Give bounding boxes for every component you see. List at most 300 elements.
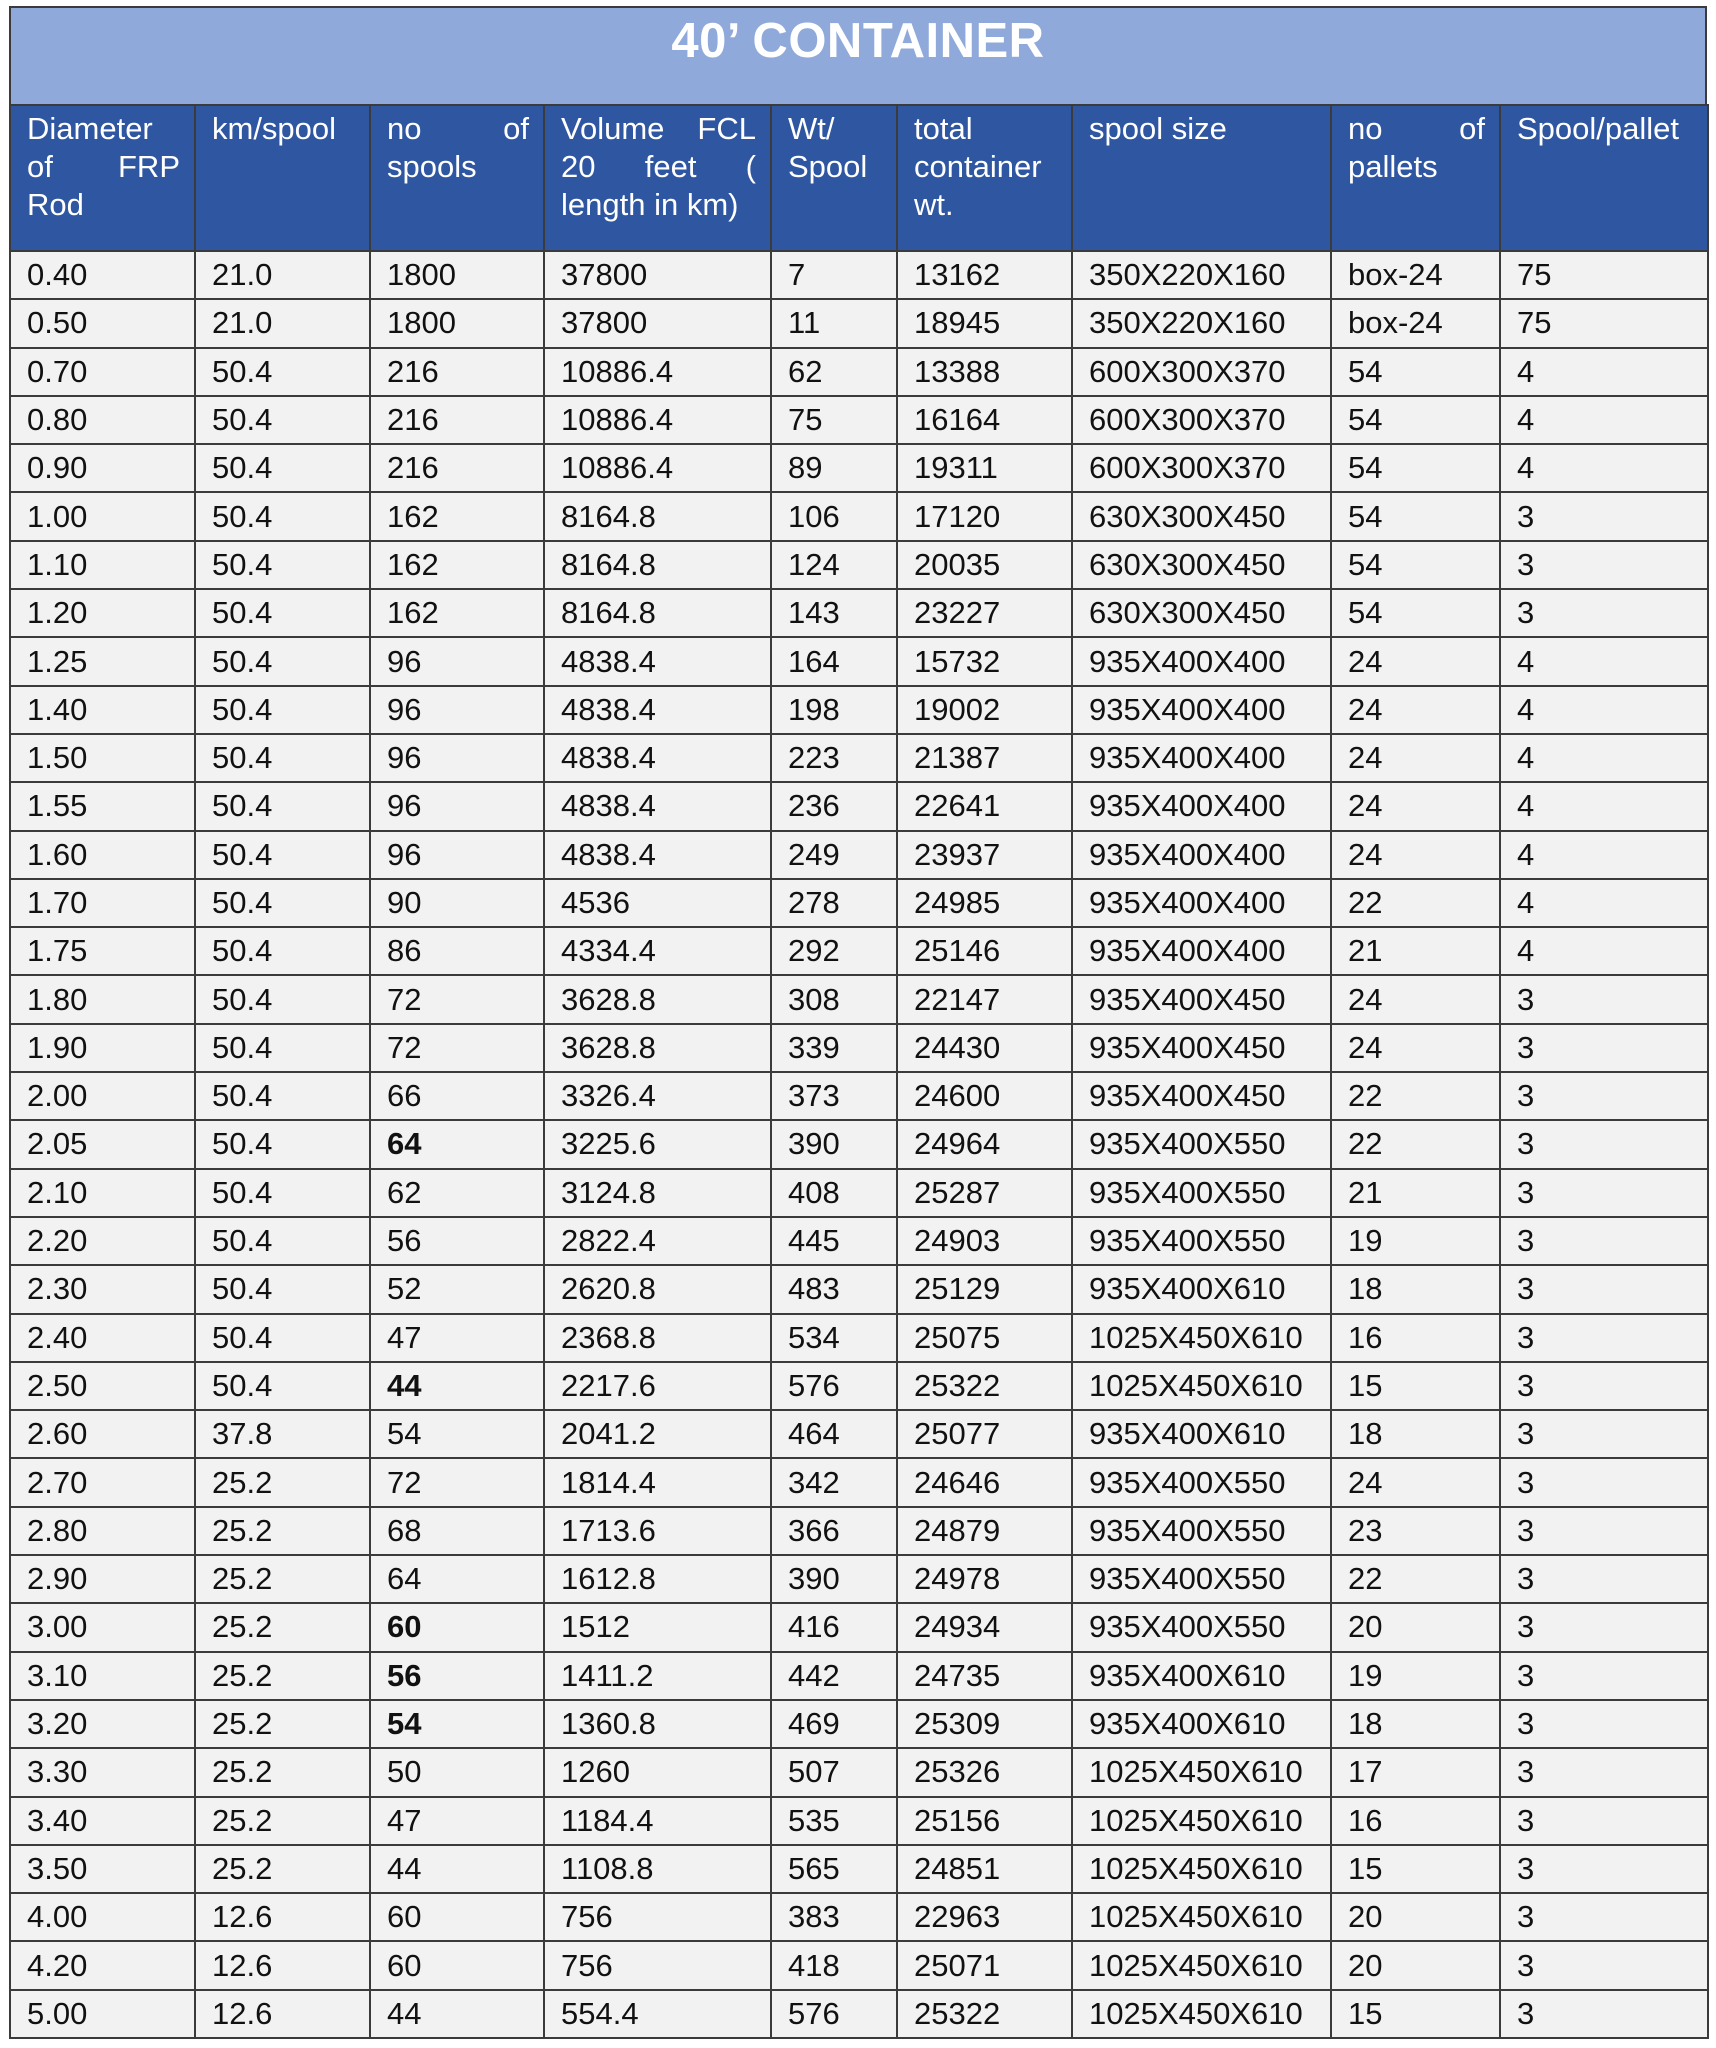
cell-no-of-spools: 54 xyxy=(370,1700,544,1748)
table-row xyxy=(10,1120,1708,1168)
cell-no-of-spools: 1800 xyxy=(370,299,544,347)
header-row xyxy=(10,105,1708,251)
cell-diameter: 1.60 xyxy=(10,831,195,879)
cell-volume: 1814.4 xyxy=(544,1458,771,1506)
table-row xyxy=(10,1990,1708,2038)
cell-diameter: 1.70 xyxy=(10,879,195,927)
cell-volume: 2368.8 xyxy=(544,1314,771,1362)
cell-spool-size: 935X400X610 xyxy=(1072,1700,1331,1748)
cell-total-wt: 22641 xyxy=(897,782,1072,830)
cell-no-of-pallets: 54 xyxy=(1331,541,1500,589)
cell-spool-pallet: 4 xyxy=(1500,348,1708,396)
cell-wt-spool: 416 xyxy=(771,1603,897,1651)
cell-no-of-spools: 216 xyxy=(370,396,544,444)
cell-spool-size: 935X400X550 xyxy=(1072,1555,1331,1603)
cell-total-wt: 25322 xyxy=(897,1990,1072,2038)
cell-spool-pallet: 3 xyxy=(1500,1265,1708,1313)
table-row xyxy=(10,1748,1708,1796)
cell-wt-spool: 106 xyxy=(771,492,897,540)
cell-volume: 4838.4 xyxy=(544,686,771,734)
cell-wt-spool: 442 xyxy=(771,1652,897,1700)
table-row xyxy=(10,927,1708,975)
cell-diameter: 1.40 xyxy=(10,686,195,734)
cell-spool-pallet: 4 xyxy=(1500,396,1708,444)
cell-wt-spool: 469 xyxy=(771,1700,897,1748)
cell-spool-size: 350X220X160 xyxy=(1072,251,1331,299)
table-row xyxy=(10,1072,1708,1120)
cell-total-wt: 15732 xyxy=(897,637,1072,685)
cell-spool-pallet: 3 xyxy=(1500,975,1708,1023)
cell-volume: 1260 xyxy=(544,1748,771,1796)
cell-volume: 1360.8 xyxy=(544,1700,771,1748)
cell-no-of-spools: 44 xyxy=(370,1845,544,1893)
col-header-km-spool: km/spool xyxy=(195,105,370,251)
cell-wt-spool: 292 xyxy=(771,927,897,975)
cell-total-wt: 24934 xyxy=(897,1603,1072,1651)
cell-wt-spool: 143 xyxy=(771,589,897,637)
cell-spool-size: 935X400X550 xyxy=(1072,1603,1331,1651)
cell-diameter: 0.50 xyxy=(10,299,195,347)
cell-diameter: 2.50 xyxy=(10,1362,195,1410)
cell-no-of-spools: 216 xyxy=(370,444,544,492)
cell-spool-pallet: 3 xyxy=(1500,1458,1708,1506)
cell-no-of-pallets: 19 xyxy=(1331,1217,1500,1265)
cell-spool-size: 1025X450X610 xyxy=(1072,1748,1331,1796)
cell-spool-pallet: 3 xyxy=(1500,1990,1708,2038)
cell-wt-spool: 366 xyxy=(771,1507,897,1555)
cell-total-wt: 22147 xyxy=(897,975,1072,1023)
cell-total-wt: 25075 xyxy=(897,1314,1072,1362)
cell-diameter: 1.10 xyxy=(10,541,195,589)
cell-no-of-spools: 90 xyxy=(370,879,544,927)
cell-diameter: 2.90 xyxy=(10,1555,195,1603)
cell-volume: 8164.8 xyxy=(544,541,771,589)
cell-no-of-spools: 50 xyxy=(370,1748,544,1796)
cell-diameter: 2.80 xyxy=(10,1507,195,1555)
cell-wt-spool: 62 xyxy=(771,348,897,396)
cell-no-of-pallets: 20 xyxy=(1331,1941,1500,1989)
cell-wt-spool: 124 xyxy=(771,541,897,589)
cell-no-of-spools: 60 xyxy=(370,1893,544,1941)
cell-spool-pallet: 75 xyxy=(1500,251,1708,299)
cell-km-spool: 25.2 xyxy=(195,1700,370,1748)
table-row xyxy=(10,1024,1708,1072)
cell-km-spool: 50.4 xyxy=(195,1217,370,1265)
cell-no-of-spools: 62 xyxy=(370,1169,544,1217)
cell-km-spool: 50.4 xyxy=(195,396,370,444)
cell-spool-size: 630X300X450 xyxy=(1072,541,1331,589)
cell-diameter: 2.30 xyxy=(10,1265,195,1313)
cell-volume: 4536 xyxy=(544,879,771,927)
cell-wt-spool: 11 xyxy=(771,299,897,347)
cell-total-wt: 25322 xyxy=(897,1362,1072,1410)
cell-no-of-spools: 44 xyxy=(370,1362,544,1410)
cell-no-of-spools: 96 xyxy=(370,782,544,830)
cell-no-of-pallets: 15 xyxy=(1331,1845,1500,1893)
cell-spool-size: 600X300X370 xyxy=(1072,348,1331,396)
cell-volume: 1411.2 xyxy=(544,1652,771,1700)
cell-no-of-pallets: 18 xyxy=(1331,1265,1500,1313)
table-row xyxy=(10,686,1708,734)
cell-diameter: 0.70 xyxy=(10,348,195,396)
cell-km-spool: 50.4 xyxy=(195,1362,370,1410)
table-row xyxy=(10,782,1708,830)
cell-no-of-pallets: 54 xyxy=(1331,396,1500,444)
cell-wt-spool: 7 xyxy=(771,251,897,299)
table-row xyxy=(10,637,1708,685)
cell-spool-size: 935X400X450 xyxy=(1072,975,1331,1023)
cell-spool-pallet: 3 xyxy=(1500,1120,1708,1168)
cell-spool-size: 935X400X400 xyxy=(1072,637,1331,685)
cell-km-spool: 50.4 xyxy=(195,734,370,782)
table-row xyxy=(10,879,1708,927)
cell-volume: 4838.4 xyxy=(544,831,771,879)
cell-no-of-pallets: 17 xyxy=(1331,1748,1500,1796)
cell-no-of-spools: 96 xyxy=(370,734,544,782)
table-row xyxy=(10,1458,1708,1506)
cell-spool-size: 935X400X400 xyxy=(1072,686,1331,734)
cell-volume: 10886.4 xyxy=(544,396,771,444)
cell-no-of-spools: 56 xyxy=(370,1217,544,1265)
cell-spool-size: 630X300X450 xyxy=(1072,492,1331,540)
cell-diameter: 0.40 xyxy=(10,251,195,299)
cell-total-wt: 25287 xyxy=(897,1169,1072,1217)
cell-spool-pallet: 4 xyxy=(1500,444,1708,492)
cell-km-spool: 12.6 xyxy=(195,1941,370,1989)
cell-wt-spool: 223 xyxy=(771,734,897,782)
cell-spool-pallet: 3 xyxy=(1500,1555,1708,1603)
cell-total-wt: 24646 xyxy=(897,1458,1072,1506)
cell-spool-pallet: 4 xyxy=(1500,686,1708,734)
cell-km-spool: 50.4 xyxy=(195,831,370,879)
cell-km-spool: 50.4 xyxy=(195,686,370,734)
col-header-wt-spool: Wt/ Spool xyxy=(771,105,897,251)
cell-total-wt: 24851 xyxy=(897,1845,1072,1893)
cell-spool-pallet: 3 xyxy=(1500,1797,1708,1845)
cell-diameter: 2.05 xyxy=(10,1120,195,1168)
cell-total-wt: 21387 xyxy=(897,734,1072,782)
cell-no-of-spools: 47 xyxy=(370,1797,544,1845)
cell-total-wt: 19002 xyxy=(897,686,1072,734)
cell-no-of-spools: 64 xyxy=(370,1555,544,1603)
table-row xyxy=(10,1941,1708,1989)
cell-no-of-pallets: 22 xyxy=(1331,879,1500,927)
cell-total-wt: 17120 xyxy=(897,492,1072,540)
cell-km-spool: 25.2 xyxy=(195,1797,370,1845)
cell-spool-size: 935X400X550 xyxy=(1072,1217,1331,1265)
cell-spool-pallet: 4 xyxy=(1500,831,1708,879)
cell-no-of-spools: 162 xyxy=(370,541,544,589)
cell-diameter: 4.00 xyxy=(10,1893,195,1941)
cell-spool-pallet: 4 xyxy=(1500,879,1708,927)
col-header-no-of-pallets: no of pallets xyxy=(1331,105,1500,251)
cell-volume: 4838.4 xyxy=(544,637,771,685)
table-row xyxy=(10,1555,1708,1603)
cell-diameter: 0.90 xyxy=(10,444,195,492)
table-row xyxy=(10,1700,1708,1748)
cell-wt-spool: 390 xyxy=(771,1120,897,1168)
cell-spool-pallet: 75 xyxy=(1500,299,1708,347)
cell-no-of-pallets: 24 xyxy=(1331,686,1500,734)
cell-no-of-spools: 60 xyxy=(370,1603,544,1651)
cell-diameter: 2.60 xyxy=(10,1410,195,1458)
table-row xyxy=(10,492,1708,540)
cell-spool-size: 600X300X370 xyxy=(1072,444,1331,492)
cell-diameter: 4.20 xyxy=(10,1941,195,1989)
cell-total-wt: 24964 xyxy=(897,1120,1072,1168)
cell-spool-pallet: 3 xyxy=(1500,1845,1708,1893)
cell-spool-pallet: 3 xyxy=(1500,589,1708,637)
cell-wt-spool: 383 xyxy=(771,1893,897,1941)
cell-diameter: 2.40 xyxy=(10,1314,195,1362)
col-header-spool-pallet: Spool/pallet xyxy=(1500,105,1708,251)
cell-diameter: 3.30 xyxy=(10,1748,195,1796)
cell-no-of-spools: 96 xyxy=(370,831,544,879)
cell-km-spool: 25.2 xyxy=(195,1748,370,1796)
cell-no-of-spools: 68 xyxy=(370,1507,544,1555)
cell-spool-size: 935X400X400 xyxy=(1072,879,1331,927)
table-header xyxy=(10,105,1708,251)
cell-spool-size: 1025X450X610 xyxy=(1072,1893,1331,1941)
cell-km-spool: 25.2 xyxy=(195,1507,370,1555)
cell-volume: 1713.6 xyxy=(544,1507,771,1555)
cell-diameter: 1.00 xyxy=(10,492,195,540)
cell-wt-spool: 408 xyxy=(771,1169,897,1217)
cell-volume: 10886.4 xyxy=(544,348,771,396)
cell-no-of-pallets: 22 xyxy=(1331,1072,1500,1120)
cell-wt-spool: 576 xyxy=(771,1990,897,2038)
cell-diameter: 3.00 xyxy=(10,1603,195,1651)
cell-no-of-pallets: 54 xyxy=(1331,492,1500,540)
cell-spool-pallet: 3 xyxy=(1500,1072,1708,1120)
cell-no-of-pallets: 16 xyxy=(1331,1797,1500,1845)
cell-diameter: 1.75 xyxy=(10,927,195,975)
cell-spool-size: 935X400X550 xyxy=(1072,1120,1331,1168)
cell-wt-spool: 373 xyxy=(771,1072,897,1120)
cell-km-spool: 50.4 xyxy=(195,1169,370,1217)
cell-km-spool: 12.6 xyxy=(195,1990,370,2038)
cell-km-spool: 37.8 xyxy=(195,1410,370,1458)
cell-no-of-spools: 72 xyxy=(370,1024,544,1072)
cell-no-of-pallets: 54 xyxy=(1331,589,1500,637)
cell-wt-spool: 278 xyxy=(771,879,897,927)
cell-wt-spool: 534 xyxy=(771,1314,897,1362)
container-table xyxy=(9,104,1709,2039)
cell-diameter: 1.50 xyxy=(10,734,195,782)
table-row xyxy=(10,975,1708,1023)
cell-wt-spool: 535 xyxy=(771,1797,897,1845)
cell-volume: 8164.8 xyxy=(544,589,771,637)
cell-wt-spool: 565 xyxy=(771,1845,897,1893)
cell-total-wt: 24978 xyxy=(897,1555,1072,1603)
cell-spool-pallet: 3 xyxy=(1500,1893,1708,1941)
cell-wt-spool: 249 xyxy=(771,831,897,879)
cell-no-of-pallets: 18 xyxy=(1331,1410,1500,1458)
cell-km-spool: 50.4 xyxy=(195,975,370,1023)
cell-no-of-pallets: 22 xyxy=(1331,1120,1500,1168)
cell-total-wt: 24879 xyxy=(897,1507,1072,1555)
cell-km-spool: 50.4 xyxy=(195,782,370,830)
cell-km-spool: 21.0 xyxy=(195,299,370,347)
cell-total-wt: 24430 xyxy=(897,1024,1072,1072)
cell-diameter: 1.90 xyxy=(10,1024,195,1072)
cell-volume: 3628.8 xyxy=(544,975,771,1023)
cell-wt-spool: 418 xyxy=(771,1941,897,1989)
cell-spool-pallet: 3 xyxy=(1500,1507,1708,1555)
cell-diameter: 3.40 xyxy=(10,1797,195,1845)
title-banner xyxy=(9,6,1707,104)
cell-no-of-spools: 52 xyxy=(370,1265,544,1313)
cell-no-of-pallets: 21 xyxy=(1331,1169,1500,1217)
cell-km-spool: 25.2 xyxy=(195,1652,370,1700)
cell-km-spool: 12.6 xyxy=(195,1893,370,1941)
cell-diameter: 1.25 xyxy=(10,637,195,685)
cell-km-spool: 50.4 xyxy=(195,1024,370,1072)
cell-wt-spool: 308 xyxy=(771,975,897,1023)
cell-spool-size: 935X400X450 xyxy=(1072,1024,1331,1072)
cell-diameter: 2.00 xyxy=(10,1072,195,1120)
cell-no-of-pallets: 54 xyxy=(1331,348,1500,396)
cell-volume: 4838.4 xyxy=(544,782,771,830)
col-header-diameter: Diameter of FRP Rod xyxy=(10,105,195,251)
cell-diameter: 3.50 xyxy=(10,1845,195,1893)
cell-no-of-pallets: 24 xyxy=(1331,734,1500,782)
cell-no-of-spools: 56 xyxy=(370,1652,544,1700)
table-row xyxy=(10,1169,1708,1217)
col-header-no-of-spools: no of spools xyxy=(370,105,544,251)
cell-total-wt: 25326 xyxy=(897,1748,1072,1796)
cell-diameter: 0.80 xyxy=(10,396,195,444)
cell-no-of-pallets: 24 xyxy=(1331,975,1500,1023)
cell-spool-pallet: 3 xyxy=(1500,1169,1708,1217)
cell-no-of-spools: 44 xyxy=(370,1990,544,2038)
cell-volume: 1108.8 xyxy=(544,1845,771,1893)
cell-spool-size: 935X400X550 xyxy=(1072,1458,1331,1506)
cell-total-wt: 13388 xyxy=(897,348,1072,396)
cell-total-wt: 16164 xyxy=(897,396,1072,444)
cell-no-of-pallets: 54 xyxy=(1331,444,1500,492)
cell-volume: 4334.4 xyxy=(544,927,771,975)
cell-spool-size: 935X400X400 xyxy=(1072,782,1331,830)
cell-diameter: 5.00 xyxy=(10,1990,195,2038)
cell-total-wt: 13162 xyxy=(897,251,1072,299)
cell-spool-size: 600X300X370 xyxy=(1072,396,1331,444)
cell-total-wt: 24985 xyxy=(897,879,1072,927)
cell-km-spool: 25.2 xyxy=(195,1458,370,1506)
cell-spool-pallet: 3 xyxy=(1500,1748,1708,1796)
cell-no-of-pallets: 24 xyxy=(1331,637,1500,685)
table-row xyxy=(10,299,1708,347)
cell-no-of-spools: 47 xyxy=(370,1314,544,1362)
cell-spool-pallet: 4 xyxy=(1500,637,1708,685)
cell-no-of-pallets: 24 xyxy=(1331,782,1500,830)
cell-no-of-pallets: 22 xyxy=(1331,1555,1500,1603)
cell-volume: 8164.8 xyxy=(544,492,771,540)
cell-volume: 1612.8 xyxy=(544,1555,771,1603)
cell-wt-spool: 507 xyxy=(771,1748,897,1796)
cell-spool-pallet: 4 xyxy=(1500,734,1708,782)
cell-total-wt: 23937 xyxy=(897,831,1072,879)
cell-no-of-spools: 86 xyxy=(370,927,544,975)
cell-spool-pallet: 3 xyxy=(1500,1652,1708,1700)
cell-spool-size: 935X400X450 xyxy=(1072,1072,1331,1120)
cell-diameter: 2.10 xyxy=(10,1169,195,1217)
table-row xyxy=(10,1362,1708,1410)
cell-no-of-spools: 72 xyxy=(370,1458,544,1506)
cell-no-of-pallets: 16 xyxy=(1331,1314,1500,1362)
col-header-total-wt: total container wt. xyxy=(897,105,1072,251)
cell-volume: 2041.2 xyxy=(544,1410,771,1458)
cell-km-spool: 21.0 xyxy=(195,251,370,299)
cell-no-of-pallets: 24 xyxy=(1331,831,1500,879)
cell-no-of-pallets: box-24 xyxy=(1331,251,1500,299)
cell-no-of-pallets: 20 xyxy=(1331,1893,1500,1941)
cell-spool-size: 935X400X550 xyxy=(1072,1507,1331,1555)
cell-total-wt: 24735 xyxy=(897,1652,1072,1700)
cell-no-of-pallets: 24 xyxy=(1331,1458,1500,1506)
table-row xyxy=(10,541,1708,589)
cell-no-of-spools: 96 xyxy=(370,637,544,685)
table-row xyxy=(10,1652,1708,1700)
cell-volume: 37800 xyxy=(544,299,771,347)
cell-no-of-spools: 162 xyxy=(370,589,544,637)
cell-spool-pallet: 3 xyxy=(1500,1700,1708,1748)
cell-wt-spool: 236 xyxy=(771,782,897,830)
cell-km-spool: 50.4 xyxy=(195,637,370,685)
cell-km-spool: 50.4 xyxy=(195,879,370,927)
cell-total-wt: 24600 xyxy=(897,1072,1072,1120)
table-row xyxy=(10,1410,1708,1458)
cell-no-of-spools: 96 xyxy=(370,686,544,734)
table-row xyxy=(10,348,1708,396)
cell-volume: 1512 xyxy=(544,1603,771,1651)
cell-volume: 3225.6 xyxy=(544,1120,771,1168)
cell-km-spool: 25.2 xyxy=(195,1845,370,1893)
cell-total-wt: 25156 xyxy=(897,1797,1072,1845)
cell-total-wt: 25077 xyxy=(897,1410,1072,1458)
cell-total-wt: 24903 xyxy=(897,1217,1072,1265)
table-row xyxy=(10,831,1708,879)
cell-spool-pallet: 3 xyxy=(1500,1217,1708,1265)
cell-total-wt: 20035 xyxy=(897,541,1072,589)
cell-no-of-spools: 72 xyxy=(370,975,544,1023)
cell-total-wt: 25071 xyxy=(897,1941,1072,1989)
cell-wt-spool: 339 xyxy=(771,1024,897,1072)
cell-volume: 37800 xyxy=(544,251,771,299)
cell-volume: 756 xyxy=(544,1893,771,1941)
container-spec-sheet xyxy=(9,6,1707,2039)
cell-no-of-pallets: 24 xyxy=(1331,1024,1500,1072)
cell-wt-spool: 483 xyxy=(771,1265,897,1313)
cell-diameter: 1.20 xyxy=(10,589,195,637)
cell-volume: 3628.8 xyxy=(544,1024,771,1072)
cell-spool-pallet: 3 xyxy=(1500,1410,1708,1458)
cell-diameter: 2.70 xyxy=(10,1458,195,1506)
cell-spool-size: 1025X450X610 xyxy=(1072,1845,1331,1893)
cell-diameter: 1.80 xyxy=(10,975,195,1023)
cell-spool-pallet: 4 xyxy=(1500,782,1708,830)
cell-no-of-pallets: 19 xyxy=(1331,1652,1500,1700)
cell-no-of-pallets: 15 xyxy=(1331,1990,1500,2038)
cell-km-spool: 50.4 xyxy=(195,541,370,589)
cell-no-of-spools: 54 xyxy=(370,1410,544,1458)
table-row xyxy=(10,251,1708,299)
cell-spool-size: 935X400X400 xyxy=(1072,927,1331,975)
cell-volume: 2620.8 xyxy=(544,1265,771,1313)
col-header-volume: Volume FCL 20 feet ( length in km) xyxy=(544,105,771,251)
cell-spool-size: 935X400X610 xyxy=(1072,1652,1331,1700)
cell-spool-pallet: 3 xyxy=(1500,1941,1708,1989)
